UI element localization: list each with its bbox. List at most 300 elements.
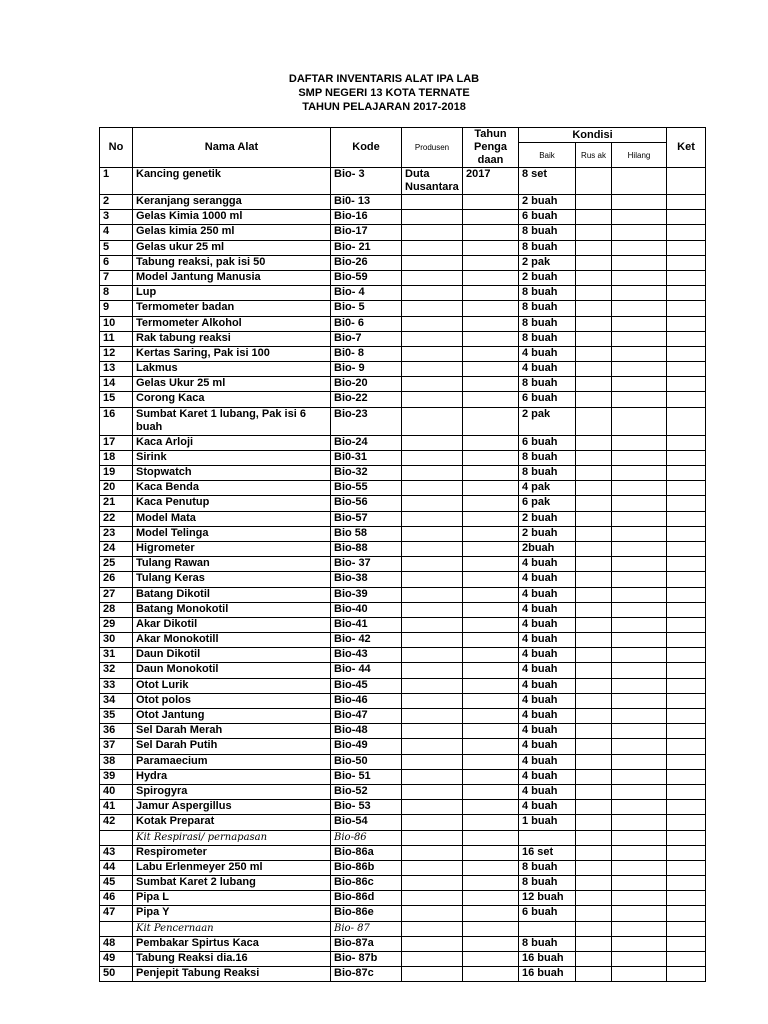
table-row	[100, 617, 706, 632]
cell-ket	[667, 168, 706, 195]
cell-produsen	[402, 435, 463, 450]
cell-no: 6	[100, 255, 133, 270]
cell-nama: Corong Kaca	[133, 392, 331, 407]
cell-rusak	[576, 331, 612, 346]
cell-kode: Bio-86a	[331, 845, 402, 860]
cell-kode: Bio- 42	[331, 633, 402, 648]
cell-rusak	[576, 967, 612, 982]
header-hilang: Hilang	[612, 143, 667, 168]
cell-ket	[667, 936, 706, 951]
cell-no: 37	[100, 739, 133, 754]
cell-produsen	[402, 195, 463, 210]
cell-produsen	[402, 496, 463, 511]
cell-tahun	[463, 301, 519, 316]
table-row	[100, 255, 706, 270]
header-kode: Kode	[331, 128, 402, 168]
cell-tahun	[463, 587, 519, 602]
cell-hilang	[612, 526, 667, 541]
cell-rusak	[576, 936, 612, 951]
table-row	[100, 709, 706, 724]
table-row	[100, 225, 706, 240]
cell-produsen	[402, 648, 463, 663]
heading-line-2: SMP NEGERI 13 KOTA TERNATE	[298, 87, 470, 99]
cell-no: 15	[100, 392, 133, 407]
cell-kode: Bio-87a	[331, 936, 402, 951]
cell-ket	[667, 526, 706, 541]
cell-ket	[667, 362, 706, 377]
cell-produsen	[402, 450, 463, 465]
cell-no: 22	[100, 511, 133, 526]
cell-ket	[667, 769, 706, 784]
cell-baik: 4 buah	[519, 633, 576, 648]
cell-kode: Bio-48	[331, 724, 402, 739]
cell-tahun	[463, 557, 519, 572]
cell-produsen	[402, 255, 463, 270]
cell-rusak	[576, 301, 612, 316]
cell-nama: Rak tabung reaksi	[133, 331, 331, 346]
cell-baik	[519, 921, 576, 936]
cell-no: 2	[100, 195, 133, 210]
cell-kode: Bio-87c	[331, 967, 402, 982]
cell-nama: Kaca Arloji	[133, 435, 331, 450]
cell-ket	[667, 648, 706, 663]
cell-no: 8	[100, 286, 133, 301]
cell-baik: 1 buah	[519, 815, 576, 830]
cell-nama: Jamur Aspergillus	[133, 800, 331, 815]
cell-baik: 8 buah	[519, 936, 576, 951]
cell-ket	[667, 860, 706, 875]
cell-baik: 4 buah	[519, 602, 576, 617]
cell-no: 38	[100, 754, 133, 769]
table-row	[100, 860, 706, 875]
cell-hilang	[612, 511, 667, 526]
cell-no: 28	[100, 602, 133, 617]
cell-tahun	[463, 466, 519, 481]
cell-nama: Akar Dikotil	[133, 617, 331, 632]
cell-hilang	[612, 967, 667, 982]
cell-no: 24	[100, 541, 133, 556]
cell-tahun	[463, 648, 519, 663]
cell-produsen	[402, 724, 463, 739]
cell-nama: Pipa Y	[133, 906, 331, 921]
table-row	[100, 784, 706, 799]
cell-baik: 4 buah	[519, 346, 576, 361]
cell-tahun	[463, 724, 519, 739]
cell-hilang	[612, 450, 667, 465]
cell-baik: 6 pak	[519, 496, 576, 511]
cell-hilang	[612, 678, 667, 693]
cell-baik: 4 buah	[519, 617, 576, 632]
cell-tahun	[463, 346, 519, 361]
cell-rusak	[576, 906, 612, 921]
cell-tahun	[463, 270, 519, 285]
cell-hilang	[612, 769, 667, 784]
cell-kode: Bio- 37	[331, 557, 402, 572]
cell-rusak	[576, 255, 612, 270]
cell-produsen	[402, 693, 463, 708]
cell-rusak	[576, 168, 612, 195]
cell-no: 23	[100, 526, 133, 541]
table-row	[100, 511, 706, 526]
cell-ket	[667, 377, 706, 392]
cell-hilang	[612, 952, 667, 967]
cell-baik: 6 buah	[519, 210, 576, 225]
cell-rusak	[576, 602, 612, 617]
cell-baik: 8 buah	[519, 286, 576, 301]
cell-produsen	[402, 572, 463, 587]
cell-rusak	[576, 921, 612, 936]
cell-tahun	[463, 377, 519, 392]
cell-ket	[667, 301, 706, 316]
cell-no: 47	[100, 906, 133, 921]
table-row	[100, 210, 706, 225]
cell-baik: 8 buah	[519, 331, 576, 346]
cell-hilang	[612, 407, 667, 435]
cell-hilang	[612, 316, 667, 331]
cell-kode: Bio-41	[331, 617, 402, 632]
cell-tahun	[463, 845, 519, 860]
cell-hilang	[612, 587, 667, 602]
cell-ket	[667, 663, 706, 678]
cell-ket	[667, 392, 706, 407]
cell-hilang	[612, 784, 667, 799]
cell-nama: Gelas Ukur 25 ml	[133, 377, 331, 392]
cell-ket	[667, 331, 706, 346]
cell-nama: Sumbat Karet 2 lubang	[133, 876, 331, 891]
cell-baik: 4 buah	[519, 648, 576, 663]
cell-rusak	[576, 511, 612, 526]
cell-rusak	[576, 815, 612, 830]
cell-hilang	[612, 860, 667, 875]
cell-tahun	[463, 678, 519, 693]
cell-no: 16	[100, 407, 133, 435]
cell-rusak	[576, 891, 612, 906]
cell-hilang	[612, 331, 667, 346]
header-no: No	[100, 128, 133, 168]
table-row	[100, 967, 706, 982]
cell-hilang	[612, 754, 667, 769]
cell-ket	[667, 800, 706, 815]
cell-hilang	[612, 168, 667, 195]
table-row	[100, 906, 706, 921]
cell-no: 19	[100, 466, 133, 481]
cell-kode: Bio- 3	[331, 168, 402, 195]
cell-tahun	[463, 936, 519, 951]
heading-line-3: TAHUN PELAJARAN 2017-2018	[302, 101, 466, 113]
cell-kode: Bio-22	[331, 392, 402, 407]
cell-baik: 4 buah	[519, 678, 576, 693]
cell-ket	[667, 967, 706, 982]
cell-nama: Pipa L	[133, 891, 331, 906]
cell-baik: 4 buah	[519, 572, 576, 587]
cell-nama: Kit Respirasi/ pernapasan	[133, 830, 331, 845]
cell-ket	[667, 286, 706, 301]
cell-nama: Otot Jantung	[133, 709, 331, 724]
cell-no: 34	[100, 693, 133, 708]
inventory-table	[99, 127, 706, 982]
table-row	[100, 435, 706, 450]
cell-produsen	[402, 346, 463, 361]
cell-tahun	[463, 511, 519, 526]
cell-baik: 4 buah	[519, 784, 576, 799]
cell-kode: Bio-32	[331, 466, 402, 481]
cell-produsen	[402, 739, 463, 754]
cell-produsen	[402, 830, 463, 845]
cell-tahun	[463, 572, 519, 587]
cell-rusak	[576, 724, 612, 739]
cell-hilang	[612, 240, 667, 255]
cell-baik: 8 buah	[519, 316, 576, 331]
cell-tahun	[463, 663, 519, 678]
cell-rusak	[576, 830, 612, 845]
cell-kode: Bio-46	[331, 693, 402, 708]
cell-no: 29	[100, 617, 133, 632]
cell-kode: Bio- 44	[331, 663, 402, 678]
cell-no: 35	[100, 709, 133, 724]
cell-ket	[667, 830, 706, 845]
cell-no	[100, 830, 133, 845]
cell-no: 21	[100, 496, 133, 511]
cell-kode: Bio- 87b	[331, 952, 402, 967]
cell-no: 18	[100, 450, 133, 465]
cell-kode: Bio-88	[331, 541, 402, 556]
cell-ket	[667, 678, 706, 693]
cell-kode: Bio-23	[331, 407, 402, 435]
cell-kode: Bio-38	[331, 572, 402, 587]
table-row	[100, 362, 706, 377]
cell-produsen	[402, 784, 463, 799]
cell-rusak	[576, 784, 612, 799]
cell-baik: 8 buah	[519, 466, 576, 481]
cell-kode: Bio-24	[331, 435, 402, 450]
cell-nama: Stopwatch	[133, 466, 331, 481]
cell-tahun	[463, 709, 519, 724]
header-tahun-pengadaan: Tahun Penga daan	[463, 128, 519, 168]
cell-no: 3	[100, 210, 133, 225]
cell-nama: Tabung Reaksi dia.16	[133, 952, 331, 967]
cell-rusak	[576, 481, 612, 496]
cell-rusak	[576, 557, 612, 572]
cell-baik: 8 buah	[519, 301, 576, 316]
cell-nama: Paramaecium	[133, 754, 331, 769]
cell-hilang	[612, 270, 667, 285]
cell-hilang	[612, 921, 667, 936]
cell-rusak	[576, 346, 612, 361]
table-row	[100, 496, 706, 511]
table-row	[100, 450, 706, 465]
cell-no: 43	[100, 845, 133, 860]
cell-no: 9	[100, 301, 133, 316]
cell-no: 20	[100, 481, 133, 496]
cell-hilang	[612, 906, 667, 921]
cell-produsen	[402, 225, 463, 240]
cell-nama: Lakmus	[133, 362, 331, 377]
cell-baik: 4 buah	[519, 693, 576, 708]
cell-no: 49	[100, 952, 133, 967]
cell-no	[100, 921, 133, 936]
cell-nama: Otot polos	[133, 693, 331, 708]
cell-rusak	[576, 678, 612, 693]
cell-tahun	[463, 286, 519, 301]
cell-kode: Bio-43	[331, 648, 402, 663]
cell-baik: 2 buah	[519, 270, 576, 285]
cell-tahun	[463, 481, 519, 496]
cell-hilang	[612, 602, 667, 617]
cell-baik: 4 buah	[519, 739, 576, 754]
cell-ket	[667, 724, 706, 739]
cell-produsen	[402, 511, 463, 526]
cell-produsen	[402, 316, 463, 331]
cell-kode: Bio-86e	[331, 906, 402, 921]
table-row	[100, 557, 706, 572]
cell-produsen	[402, 210, 463, 225]
cell-produsen	[402, 331, 463, 346]
cell-rusak	[576, 572, 612, 587]
cell-baik: 4 buah	[519, 724, 576, 739]
cell-nama: Sel Darah Putih	[133, 739, 331, 754]
cell-produsen	[402, 754, 463, 769]
table-row	[100, 377, 706, 392]
cell-nama: Kotak Preparat	[133, 815, 331, 830]
cell-ket	[667, 316, 706, 331]
table-row	[100, 587, 706, 602]
cell-baik: 8 set	[519, 168, 576, 195]
cell-tahun	[463, 407, 519, 435]
cell-kode: Bio- 51	[331, 769, 402, 784]
header-rusak: Rus ak	[576, 143, 612, 168]
cell-nama: Termometer badan	[133, 301, 331, 316]
cell-no: 39	[100, 769, 133, 784]
table-row	[100, 286, 706, 301]
table-row	[100, 891, 706, 906]
cell-kode: Bio- 87	[331, 921, 402, 936]
cell-ket	[667, 435, 706, 450]
cell-hilang	[612, 891, 667, 906]
cell-no: 4	[100, 225, 133, 240]
cell-rusak	[576, 450, 612, 465]
cell-nama: Penjepit Tabung Reaksi	[133, 967, 331, 982]
cell-ket	[667, 511, 706, 526]
table-row	[100, 815, 706, 830]
cell-ket	[667, 255, 706, 270]
cell-tahun	[463, 392, 519, 407]
cell-ket	[667, 587, 706, 602]
cell-rusak	[576, 407, 612, 435]
cell-baik: 4 buah	[519, 769, 576, 784]
table-header	[100, 128, 706, 168]
cell-produsen	[402, 407, 463, 435]
cell-kode: Bio-39	[331, 587, 402, 602]
cell-rusak	[576, 286, 612, 301]
cell-tahun	[463, 617, 519, 632]
cell-produsen	[402, 921, 463, 936]
cell-ket	[667, 210, 706, 225]
cell-rusak	[576, 617, 612, 632]
cell-ket	[667, 225, 706, 240]
cell-kode: Bi0- 8	[331, 346, 402, 361]
cell-no: 5	[100, 240, 133, 255]
cell-tahun	[463, 633, 519, 648]
table-row	[100, 301, 706, 316]
cell-tahun: 2017	[463, 168, 519, 195]
table-row	[100, 346, 706, 361]
cell-nama: Model Mata	[133, 511, 331, 526]
cell-rusak	[576, 541, 612, 556]
cell-no: 25	[100, 557, 133, 572]
cell-tahun	[463, 240, 519, 255]
cell-hilang	[612, 709, 667, 724]
cell-no: 7	[100, 270, 133, 285]
cell-ket	[667, 906, 706, 921]
cell-no: 44	[100, 860, 133, 875]
cell-kode: Bio-86b	[331, 860, 402, 875]
cell-tahun	[463, 435, 519, 450]
cell-kode: Bio-52	[331, 784, 402, 799]
cell-tahun	[463, 693, 519, 708]
cell-nama: Model Jantung Manusia	[133, 270, 331, 285]
cell-produsen	[402, 481, 463, 496]
cell-kode: Bio- 9	[331, 362, 402, 377]
cell-baik: 2 pak	[519, 255, 576, 270]
cell-ket	[667, 891, 706, 906]
table-row	[100, 572, 706, 587]
cell-rusak	[576, 195, 612, 210]
cell-baik: 2 pak	[519, 407, 576, 435]
cell-hilang	[612, 724, 667, 739]
cell-hilang	[612, 815, 667, 830]
cell-no: 45	[100, 876, 133, 891]
cell-rusak	[576, 769, 612, 784]
cell-nama: Daun Monokotil	[133, 663, 331, 678]
cell-nama: Batang Dikotil	[133, 587, 331, 602]
cell-kode: Bio-54	[331, 815, 402, 830]
cell-kode: Bio-86	[331, 830, 402, 845]
table-row	[100, 633, 706, 648]
cell-hilang	[612, 210, 667, 225]
cell-produsen	[402, 362, 463, 377]
cell-produsen	[402, 602, 463, 617]
cell-tahun	[463, 450, 519, 465]
cell-rusak	[576, 210, 612, 225]
cell-rusak	[576, 316, 612, 331]
header-kondisi: Kondisi	[519, 128, 667, 143]
table-row	[100, 724, 706, 739]
cell-nama: Sel Darah Merah	[133, 724, 331, 739]
cell-tahun	[463, 225, 519, 240]
cell-rusak	[576, 754, 612, 769]
cell-hilang	[612, 255, 667, 270]
cell-produsen	[402, 860, 463, 875]
cell-hilang	[612, 377, 667, 392]
cell-rusak	[576, 800, 612, 815]
cell-rusak	[576, 633, 612, 648]
cell-rusak	[576, 876, 612, 891]
cell-nama: Higrometer	[133, 541, 331, 556]
header-ket: Ket	[667, 128, 706, 168]
cell-no: 14	[100, 377, 133, 392]
table-row	[100, 693, 706, 708]
cell-nama: Tabung reaksi, pak isi 50	[133, 255, 331, 270]
cell-kode: Bio-49	[331, 739, 402, 754]
cell-kode: Bio- 53	[331, 800, 402, 815]
cell-no: 33	[100, 678, 133, 693]
cell-no: 11	[100, 331, 133, 346]
cell-tahun	[463, 860, 519, 875]
header-produsen: Produsen	[402, 128, 463, 168]
table-row	[100, 270, 706, 285]
cell-baik: 4 buah	[519, 362, 576, 377]
cell-no: 46	[100, 891, 133, 906]
